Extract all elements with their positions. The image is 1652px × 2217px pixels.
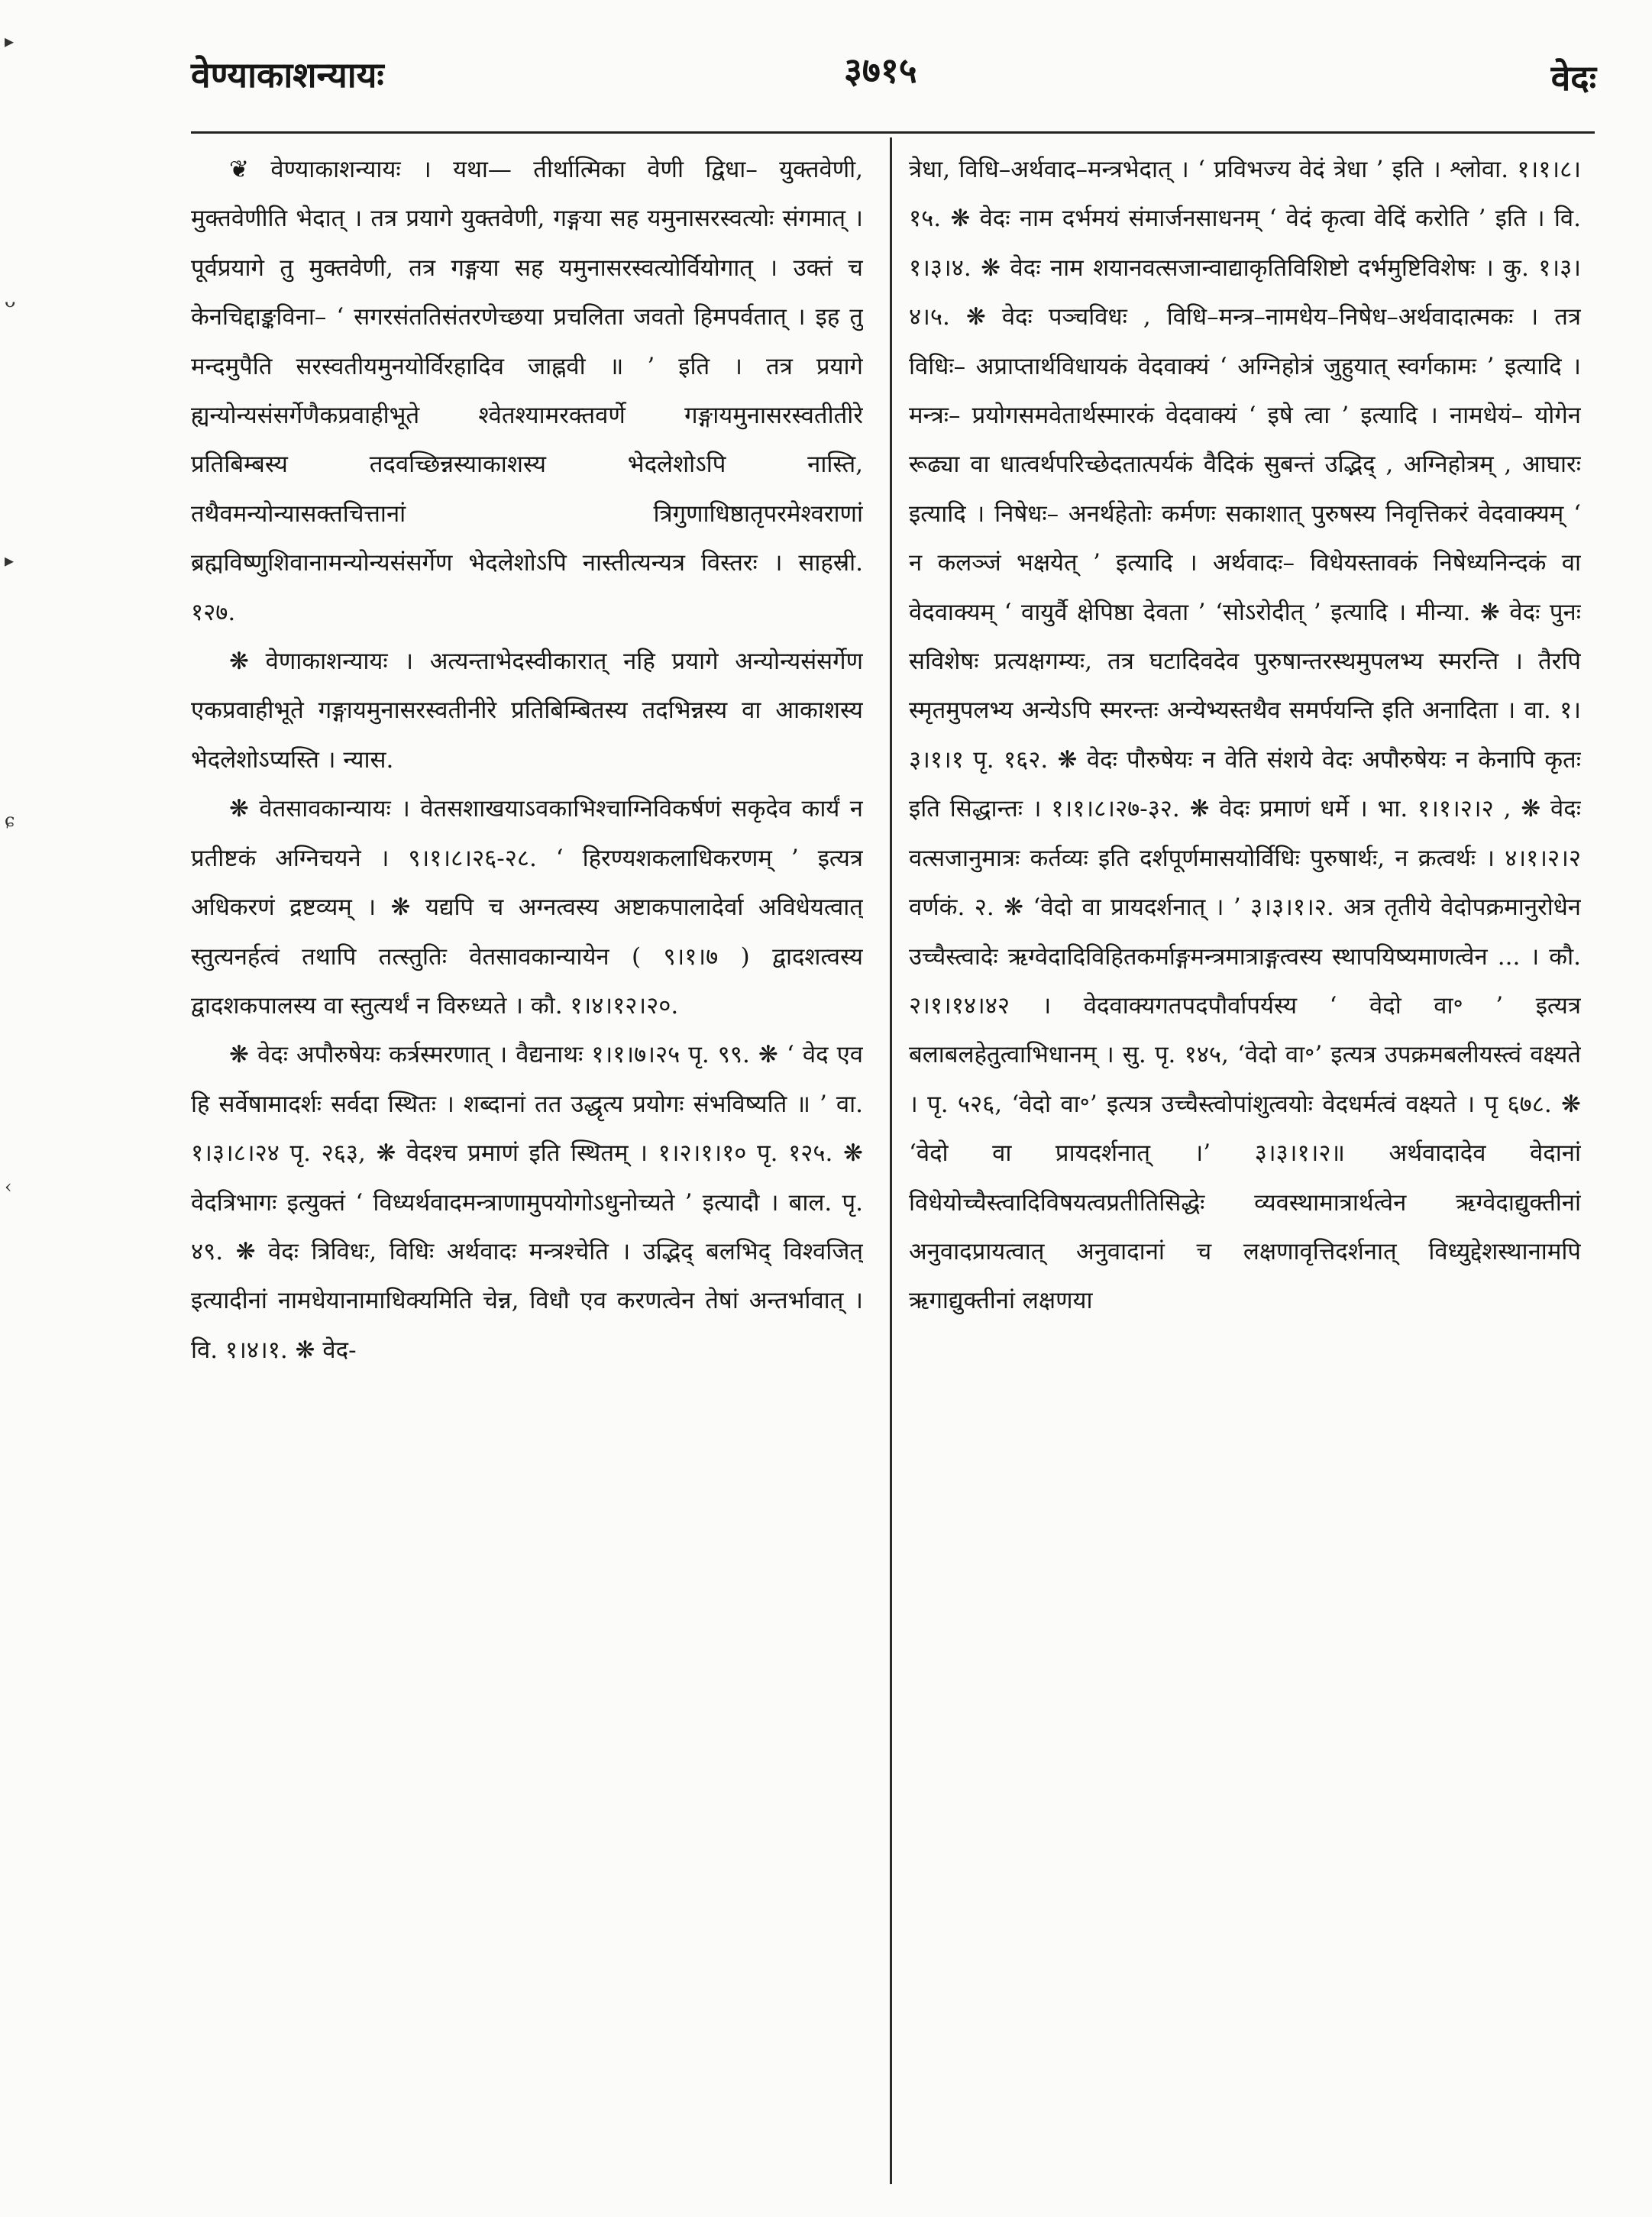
scan-edge-marks — [0, 0, 31, 2217]
edge-mark: ‹ — [5, 1176, 12, 1197]
column-divider — [890, 137, 892, 2184]
entry-veni-akasha: ❦ वेण्याकाशन्यायः । यथा— तीर्थात्मिका वेणी द्विधा– युक्तवेणी, मुक्तवेणीति भेदात् । तत्र प्रयागे युक्तवेणी, गङ्गया सह यमुनासरस्वत्योः संगमात् । पूर्वप्रयागे तु मुक्तवेणी, तत्र गङ्गया सह यमुनासरस्वत्योर्वियोगात् । उक्तं च केनचिद्दाङ्कविना– ‘ सगरसंततिसंतरणेच्छया प्रचलिता जवतो हिमपर्वतात् । इह तु मन्दमुपैति सरस्वतीयमुनयोर्विरहादिव जाह्नवी ॥ ’ इति । तत्र प्रयागे ह्यन्योन्यसंसर्गेणैकप्रवाहीभूते श्वेतश्यामरक्तवर्णे गङ्गायमुनासरस्वतीतीरे प्रतिबिम्बस्य तदवच्छिन्नस्याकाशस्य भेदलेशोऽपि नास्ति, तथैवमन्योन्यासक्तचित्तानां त्रिगुणाधिष्ठातृपरमेश्वराणां ब्रह्मविष्णुशिवानामन्योन्यसंसर्गेण भेदलेशोऽपि नास्तीत्यन्यत्र विस्तरः । साहस्री. १२७. — [191, 156, 863, 626]
edge-mark: ▸ — [5, 31, 15, 52]
header-rule — [191, 131, 1595, 134]
right-column — [909, 145, 1581, 2207]
page-number: ३७१५ — [844, 50, 917, 91]
edge-mark: ᴗ — [5, 290, 16, 312]
header-right-title: वेदः — [1550, 57, 1596, 99]
header-left-title: वेण्याकाशन्यायः — [191, 54, 384, 95]
left-column — [191, 145, 863, 2207]
edge-mark: ɕ — [5, 810, 15, 831]
entry-vetasavaka: ❋ वेतसावकान्यायः । वेतसशाखयाऽवकाभिश्चाग्निविकर्षणं सकृदेव कार्यं न प्रतीष्टकं अग्निचयने । ९।१।८।२६-२८. ‘ हिरण्यशकलाधिकरणम् ’ इत्यत्र अधिकरणं द्रष्टव्यम् । ❋ यद्यपि च अग्नत्वस्य अष्टाकपालादेर्वा अविधेयत्वात् स्तुत्यनर्हत्वं तथापि तत्स्तुतिः वेतसावकान्यायेन ( ९।१।७ ) द्वादशत्वस्य द्वादशकपालस्य वा स्तुत्यर्थं न विरुध्यते । कौ. १।४।१२।२०. — [191, 795, 863, 1020]
entry-veda-continued: त्रेधा, विधि–अर्थवाद–मन्त्रभेदात् । ‘ प्रविभज्य वेदं त्रेधा ’ इति । श्लोवा. १।१।८।१५. ❋ वेदः नाम दर्भमयं संमार्जनसाधनम् ‘ वेदं कृत्वा वेदिं करोति ’ इति । वि. १।३।४. ❋ वेदः नाम शयानवत्सजान्वाद्याकृतिविशिष्टो दर्भमुष्टिविशेषः । कु. १।३।४।५. ❋ वेदः पञ्चविधः , विधि–मन्त्र–नामधेय–निषेध–अर्थवादात्मकः । तत्र विधिः– अप्राप्तार्थविधायकं वेदवाक्यं ‘ अग्निहोत्रं जुहुयात् स्वर्गकामः ’ इत्यादि । मन्त्रः– प्रयोगसमवेतार्थस्मारकं वेदवाक्यं ‘ इषे त्वा ’ इत्यादि । नामधेयं– योगेन रूढ्या वा धात्वर्थपरिच्छेदतात्पर्यकं वैदिकं सुबन्तं उद्भिद् , अग्निहोत्रम् , आघारः इत्यादि । निषेधः– अनर्थहेतोः कर्मणः सकाशात् पुरुषस्य निवृत्तिकरं वेदवाक्यम् ‘ न कलञ्जं भक्षयेत् ’ इत्यादि । अर्थवादः– विधेयस्तावकं निषेध्यनिन्दकं वा वेदवाक्यम् ‘ वायुर्वै क्षेपिष्ठा देवता ’ ‘सोऽरोदीत् ’ इत्यादि । मीन्या. ❋ वेदः पुनः सविशेषः प्रत्यक्षगम्यः, तत्र घटादिवदेव पुरुषान्तरस्थमुपलभ्य स्मरन्ति । तैरपि स्मृतमुपलभ्य अन्येऽपि स्मरन्तः अन्येभ्यस्तथैव समर्पयन्ति इति अनादिता । वा. १।३।१।१ पृ. १६२. ❋ वेदः पौरुषेयः न वेति संशये वेदः अपौरुषेयः न केनापि कृतः इति सिद्धान्तः । १।१।८।२७-३२. ❋ वेदः प्रमाणं धर्मे । भा. १।१।२।२ , ❋ वेदः वत्सजानुमात्रः कर्तव्यः इति दर्शपूर्णमासयोर्विधिः पुरुषार्थः, न क्रत्वर्थः । ४।१।२।२ वर्णकं. २. ❋ ‘वेदो वा प्रायदर्शनात् । ’ ३।३।१।२. अत्र तृतीये वेदोपक्रमानुरोधेन उच्चैस्त्वादेः ऋग्वेदादिविहितकर्माङ्गमन्त्रमात्राङ्गत्वस्य स्थापयिष्यमाणत्वेन ... । कौ. २।१।१४।४२ । वेदवाक्यगतपदपौर्वापर्यस्य ‘ वेदो वा॰ ’ इत्यत्र बलाबलहेतुत्वाभिधानम् । सु. पृ. १४५, ‘वेदो वा॰’ इत्यत्र उपक्रमबलीयस्त्वं वक्ष्यते । पृ. ५२६, ‘वेदो वा॰’ इत्यत्र उच्चैस्त्वोपांशुत्वयोः वेदधर्मत्वं वक्ष्यते । पृ ६७८. ❋ ‘वेदो वा प्रायदर्शनात् ।’ ३।३।१।२॥ अर्थवादादेव वेदानां विधेयोच्चैस्त्वादिविषयत्वप्रतीतिसिद्धेः व्यवस्थामात्रार्थत्वेन ऋग्वेदाद्युक्तीनां अनुवादप्रायत्वात् अनुवादानां च लक्षणावृत्तिदर्शनात् विध्युद्देशस्थानामपि ऋगाद्युक्तीनां लक्षणया — [909, 156, 1581, 1315]
edge-mark: ▸ — [5, 550, 15, 571]
page-header — [191, 35, 1596, 104]
entry-veda-apaurusheya: ❋ वेदः अपौरुषेयः कर्त्रस्मरणात् । वैद्यनाथः १।१।७।२५ पृ. ९९. ❋ ‘ वेद एव हि सर्वेषामादर्शः सर्वदा स्थितः । शब्दानां तत उद्धृत्य प्रयोगः संभविष्यति ॥ ’ वा. १।३।८।२४ पृ. २६३, ❋ वेदश्च प्रमाणं इति स्थितम् । १।२।१।१० पृ. १२५. ❋ वेदत्रिभागः इत्युक्तं ‘ विध्यर्थवादमन्त्राणामुपयोगोऽधुनोच्यते ’ इत्यादौ । बाल. पृ. ४९. ❋ वेदः त्रिविधः, विधिः अर्थवादः मन्त्रश्चेति । उद्भिद् बलभिद् विश्वजित् इत्यादीनां नामधेयानामाधिक्यमिति चेन्न, विधौ एव करणत्वेन तेषां अन्तर्भावात् । वि. १।४।१. ❋ वेद- — [191, 1041, 863, 1364]
entry-veni-akasha-nyasa: ❋ वेणाकाशन्यायः । अत्यन्ताभेदस्वीकारात् नहि प्रयागे अन्योन्यसंसर्गेण एकप्रवाहीभूते गङ्गायमुनासरस्वतीनीरे प्रतिबिम्बितस्य तदभिन्नस्य वा आकाशस्य भेदलेशोऽप्यस्ति । न्यास. — [191, 648, 863, 774]
